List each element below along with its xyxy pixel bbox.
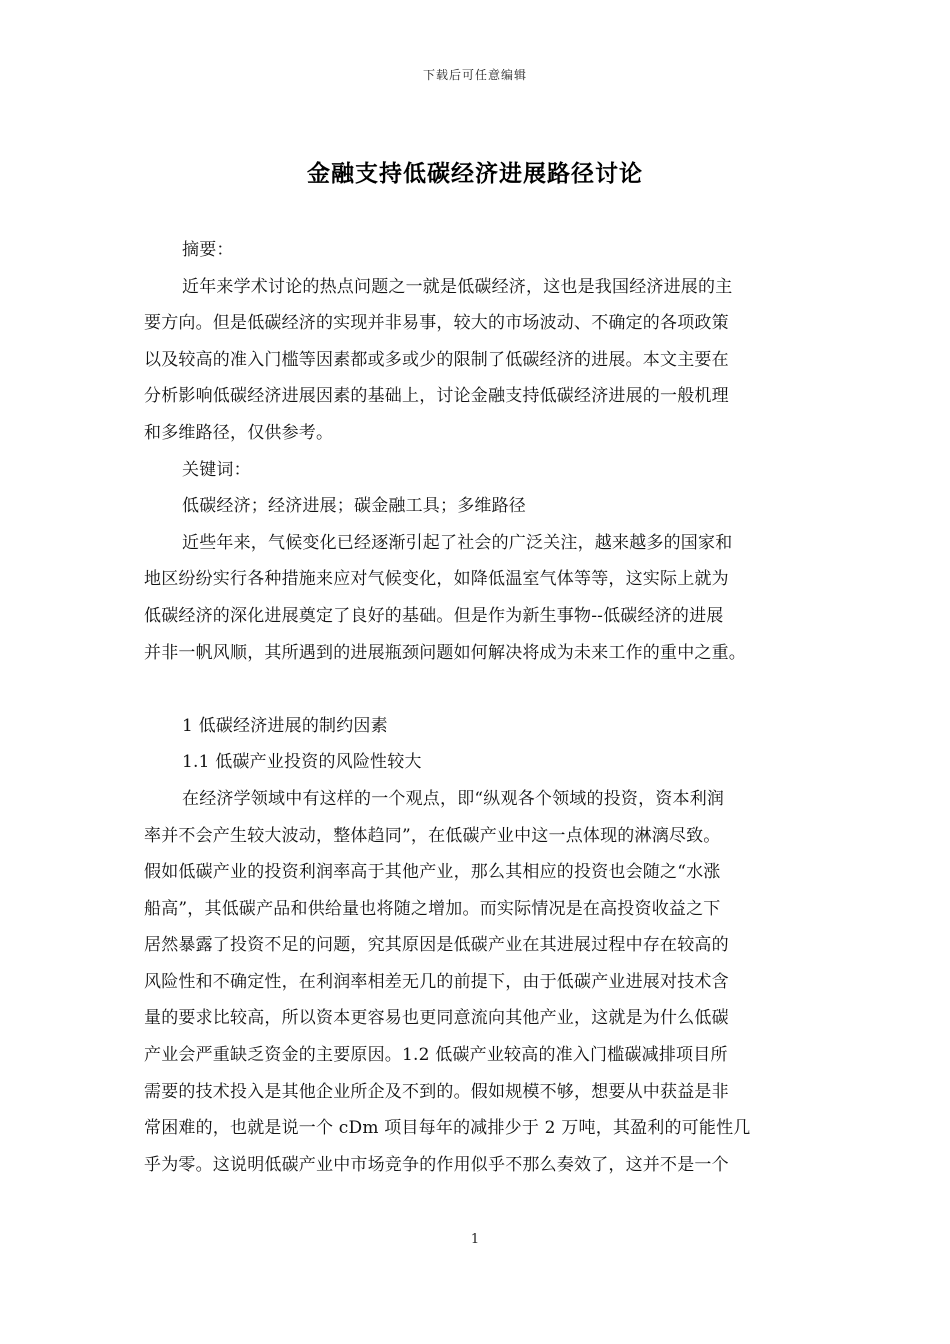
text-line: 乎为零。这说明低碳产业中市场竞争的作用似乎不那么奏效了，这并不是一个 <box>144 1154 729 1175</box>
text-line: 关键词： <box>182 459 251 480</box>
page-number: 1 <box>470 1232 480 1247</box>
text-line: 近些年来，气候变化已经逐渐引起了社会的广泛关注，越来越多的国家和 <box>182 532 733 553</box>
text-line: 船高”，其低碳产品和供给量也将随之增加。而实际情况是在高投资收益之下 <box>144 898 721 919</box>
text-line: 和多维路径，仅供参考。 <box>144 422 334 443</box>
text-line: 产业会严重缺乏资金的主要原因。1.2 低碳产业较高的准入门槛碳减排项目所 <box>144 1045 728 1066</box>
text-line: 常困难的，也就是说一个 cDm 项目每年的减排少于 2 万吨，其盈利的可能性几 <box>144 1118 751 1139</box>
text-line: 并非一帆风顺，其所遇到的进展瓶颈问题如何解决将成为未来工作的重中之重。 <box>144 642 746 663</box>
page-header: 下载后可任意编辑 <box>422 68 527 82</box>
text-line: 1 低碳经济进展的制约因素 <box>182 715 388 736</box>
text-line: 1.1 低碳产业投资的风险性较大 <box>182 752 422 773</box>
blank-line <box>144 671 814 708</box>
text-line: 低碳经济；经济进展；碳金融工具；多维路径 <box>182 496 526 517</box>
text-line: 在经济学领域中有这样的一个观点，即“纵观各个领域的投资，资本利润 <box>182 788 725 809</box>
text-line: 低碳经济的深化进展奠定了良好的基础。但是作为新生事物--低碳经济的进展 <box>144 605 724 626</box>
text-line: 需要的技术投入是其他企业所企及不到的。假如规模不够，想要从中获益是非 <box>144 1081 729 1102</box>
text-line: 以及较高的准入门槛等因素都或多或少的限制了低碳经济的进展。本文主要在 <box>144 349 729 370</box>
text-line: 摘要： <box>182 240 234 260</box>
text-line: 地区纷纷实行各种措施来应对气候变化，如降低温室气体等等，这实际上就为 <box>144 569 729 590</box>
document-title: 金融支持低碳经济进展路径讨论 <box>307 160 643 187</box>
document-body <box>144 232 814 1183</box>
text-line: 风险性和不确定性，在利润率相差无几的前提下，由于低碳产业进展对技术含 <box>144 971 729 992</box>
text-line: 近年来学术讨论的热点问题之一就是低碳经济，这也是我国经济进展的主 <box>182 276 733 297</box>
text-line: 量的要求比较高，所以资本更容易也更同意流向其他产业，这就是为什么低碳 <box>144 1008 729 1029</box>
text-line: 要方向。但是低碳经济的实现并非易事，较大的市场波动、不确定的各项政策 <box>144 313 729 334</box>
text-line: 居然暴露了投资不足的问题，究其原因是低碳产业在其进展过程中存在较高的 <box>144 935 729 956</box>
text-line: 假如低碳产业的投资利润率高于其他产业，那么其相应的投资也会随之“水涨 <box>144 862 721 883</box>
text-line: 分析影响低碳经济进展因素的基础上，讨论金融支持低碳经济进展的一般机理 <box>144 386 729 407</box>
text-line: 率并不会产生较大波动，整体趋同”，在低碳产业中这一点体现的淋漓尽致。 <box>144 825 721 846</box>
